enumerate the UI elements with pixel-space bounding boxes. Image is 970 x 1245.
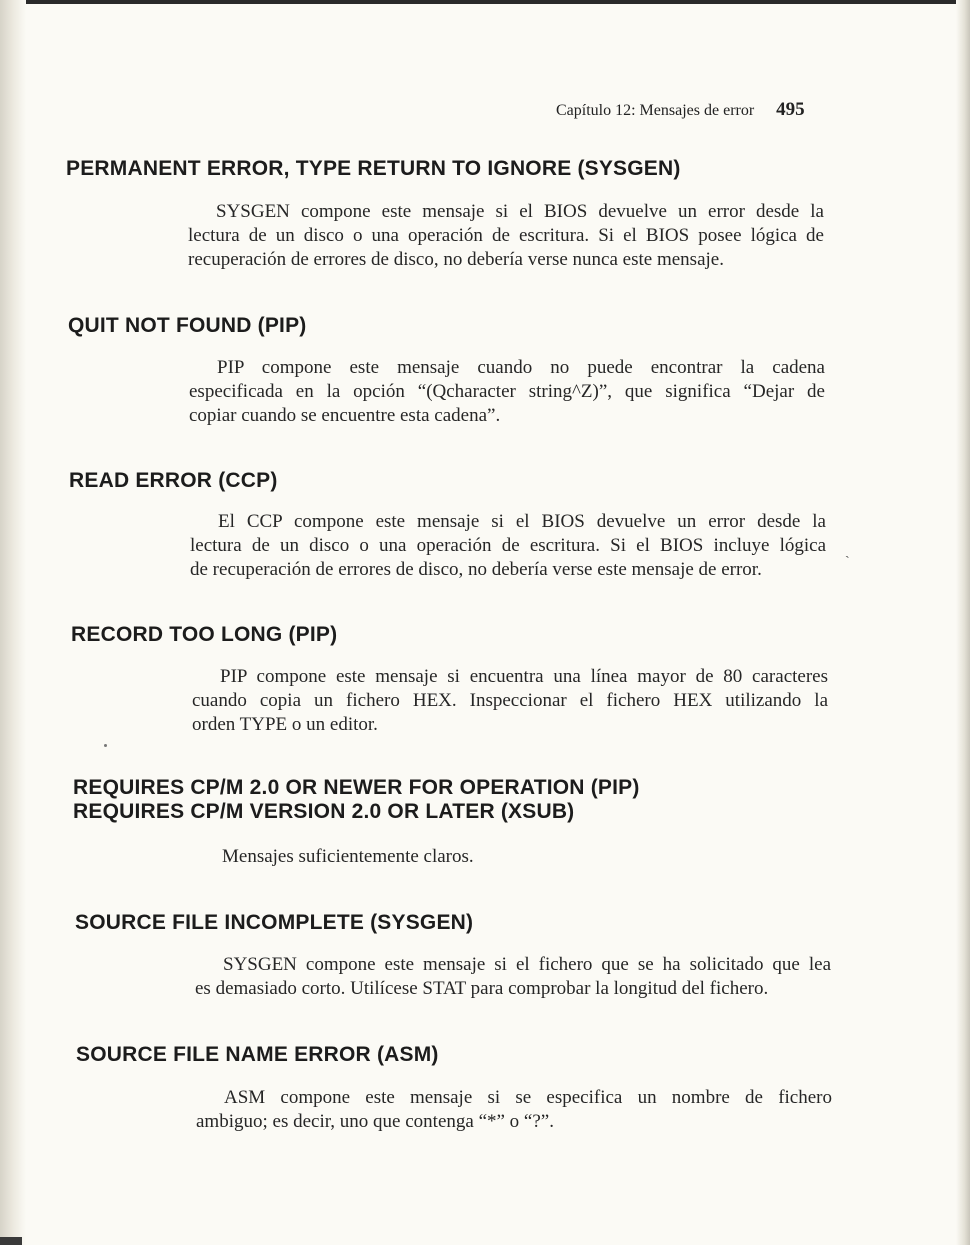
body-line: cuando copia un fichero HEX. Inspeccionar el fichero HEX utilizando la: [192, 690, 828, 711]
stray-ink-dot: [104, 744, 107, 747]
entry-heading-record-too-long: RECORD TOO LONG (PIP): [71, 623, 338, 646]
entry-heading-read-error: READ ERROR (CCP): [69, 469, 278, 492]
body-line: orden TYPE o un editor.: [192, 714, 378, 735]
entry-body-quit-not-found: [189, 356, 825, 428]
body-line: SYSGEN compone este mensaje si el fichero que se ha solicitado que lea: [223, 954, 831, 975]
stray-ink-mark: ˏ: [845, 544, 850, 559]
running-head: [556, 99, 805, 121]
entry-body-record-too-long: [192, 665, 828, 737]
body-line: lectura de un disco o una operación de escritura. Si el BIOS posee lógica de: [188, 225, 824, 246]
body-line: lectura de un disco o una operación de escritura. Si el BIOS incluye lógica: [190, 535, 826, 556]
entry-heading-requires-cpm-pip: REQUIRES CP/M 2.0 OR NEWER FOR OPERATION (PIP): [73, 776, 640, 799]
body-line: Mensajes suficientemente claros.: [222, 846, 474, 867]
entry-body-permanent-error: [188, 200, 824, 272]
entry-heading-requires-cpm-xsub: REQUIRES CP/M VERSION 2.0 OR LATER (XSUB): [73, 800, 575, 823]
page-corner-mark: [0, 1237, 22, 1245]
entry-heading-source-file-name-error: SOURCE FILE NAME ERROR (ASM): [76, 1043, 439, 1066]
page-gutter-shadow: [0, 0, 26, 1245]
body-line: El CCP compone este mensaje si el BIOS devuelve un error desde la: [218, 511, 826, 532]
body-line: de recuperación de errores de disco, no debería verse este mensaje de error.: [190, 559, 762, 580]
entry-heading-quit-not-found: QUIT NOT FOUND (PIP): [68, 314, 307, 337]
body-line: ambiguo; es decir, uno que contenga “*” o “?”.: [196, 1111, 554, 1132]
entry-body-source-file-incomplete: [195, 953, 831, 1001]
running-head-title: Capítulo 12: Mensajes de error: [556, 102, 755, 119]
body-line: SYSGEN compone este mensaje si el BIOS devuelve un error desde la: [216, 201, 824, 222]
entry-heading-source-file-incomplete: SOURCE FILE INCOMPLETE (SYSGEN): [75, 911, 474, 934]
entry-body-source-file-name-error: [196, 1086, 832, 1134]
body-line: ASM compone este mensaje si se especifica un nombre de fichero: [224, 1087, 832, 1108]
page-right-edge: [956, 0, 970, 1245]
entry-body-read-error: [190, 510, 826, 582]
body-line: copiar cuando se encuentre esta cadena”.: [189, 405, 501, 426]
body-line: PIP compone este mensaje si encuentra una línea mayor de 80 caracteres: [220, 666, 828, 687]
body-line: PIP compone este mensaje cuando no puede encontrar la cadena: [217, 357, 825, 378]
page-number: 495: [776, 99, 805, 120]
body-line: es demasiado corto. Utilícese STAT para comprobar la longitud del fichero.: [195, 978, 769, 999]
entry-body-requires-cpm: [194, 845, 830, 869]
body-line: especificada en la opción “(Qcharacter string^Z)”, que significa “Dejar de: [189, 381, 825, 402]
body-line: recuperación de errores de disco, no debería verse nunca este mensaje.: [188, 249, 724, 270]
page-top-edge: [0, 0, 970, 4]
entry-heading-permanent-error: PERMANENT ERROR, TYPE RETURN TO IGNORE (SYSGEN): [66, 157, 681, 180]
